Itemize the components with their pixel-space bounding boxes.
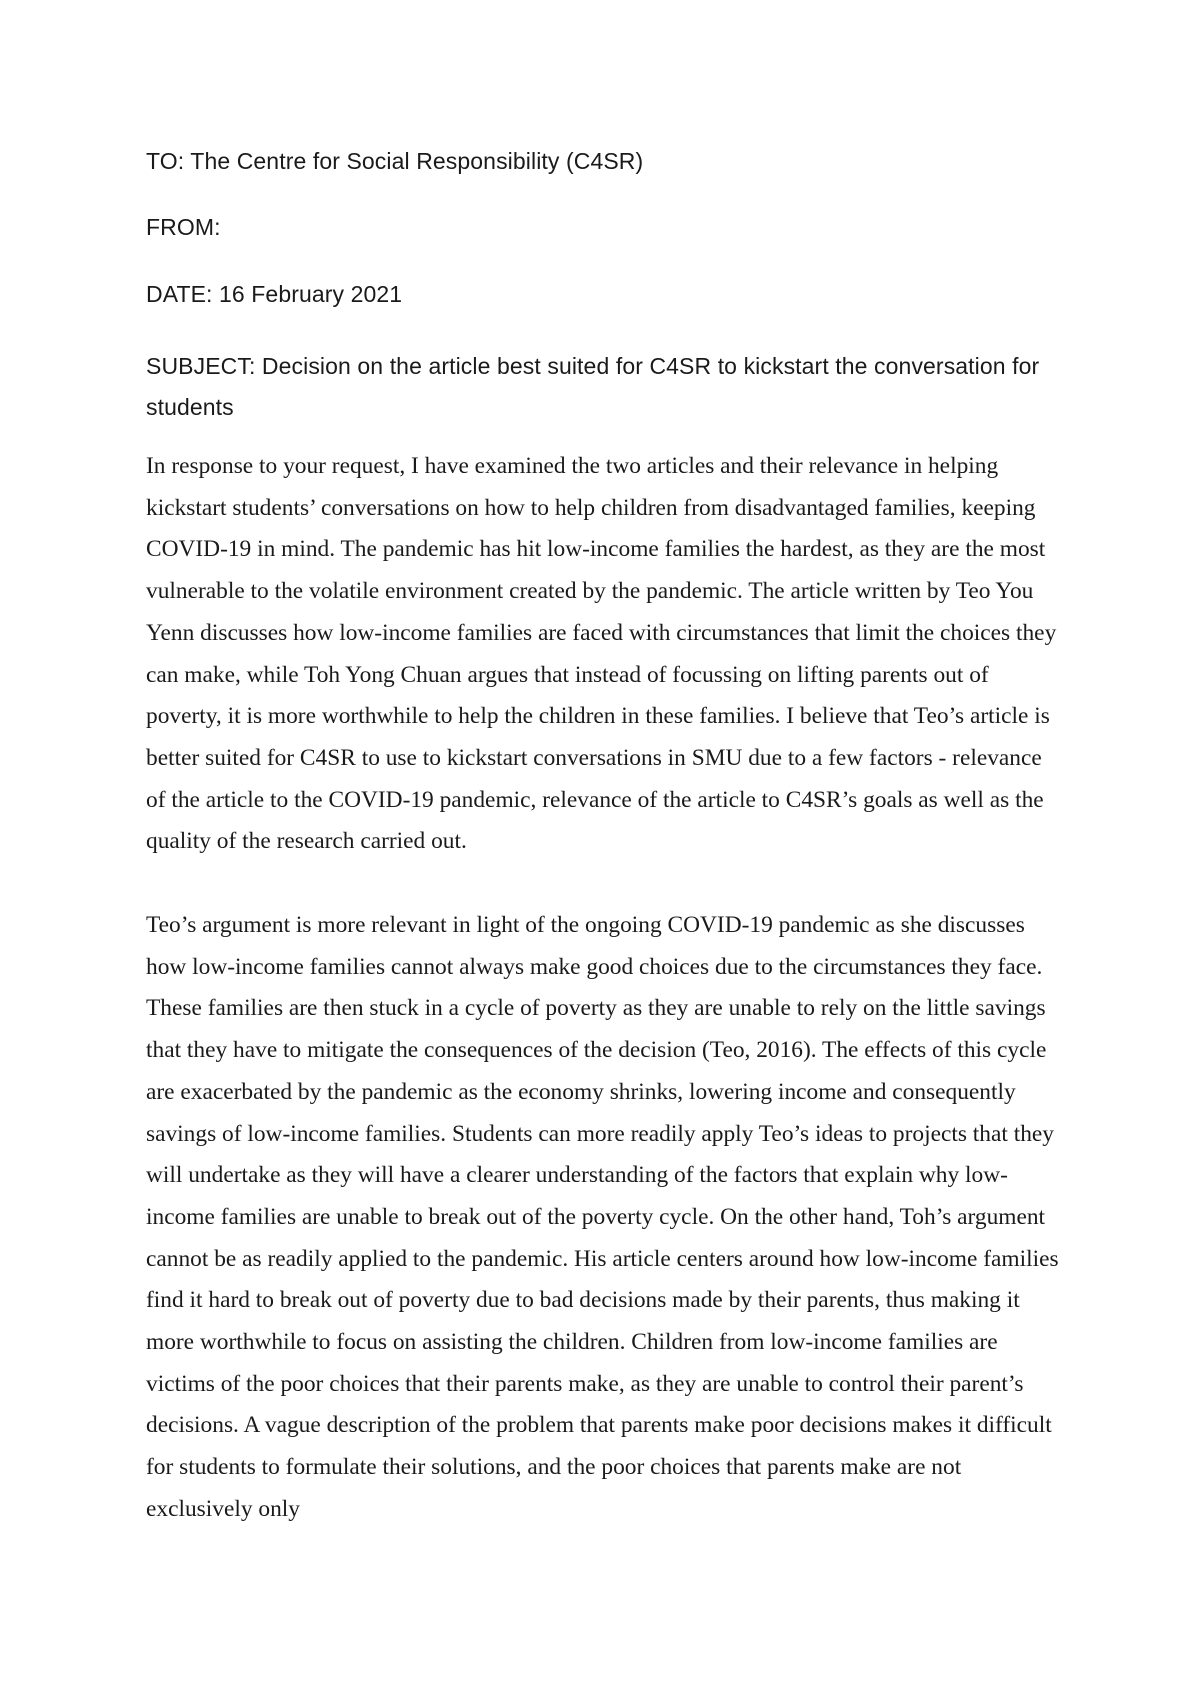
body-paragraph-2: Teo’s argument is more relevant in light of the ongoing COVID-19 pandemic as she discusses how low-income families cannot always make good choices due to the circumstances they face. These families are then stuck in a cycle of poverty as they are unable to rely on the little savings that they have to mitigate the consequences of the decision (Teo, 2016). The effects of this cycle are exacerbated by the pandemic as the economy shrinks, lowering income and consequently savings of low-income families. Students can more readily apply Teo’s ideas to projects that they will undertake as they will have a clearer understanding of the factors that explain why low-income families are unable to break out of the poverty cycle. On the other hand, Toh’s argument cannot be as readily applied to the pandemic. His article centers around how low-income families find it hard to break out of poverty due to bad decisions made by their parents, thus making it more worthwhile to focus on assisting the children. Children from low-income families are victims of the poor choices that their parents make, as they are unable to control their parent’s decisions. A vague description of the problem that parents make poor decisions makes it difficult for students to formulate their solutions, and the poor choices that parents make are not exclusively only — [146, 912, 1059, 1522]
memo-from-line: FROM: — [146, 214, 221, 240]
memo-subject-line: SUBJECT: Decision on the article best suited for C4SR to kickstart the conversation for students — [146, 353, 1040, 420]
memo-date-line: DATE: 16 February 2021 — [146, 281, 403, 307]
body-paragraph-1: In response to your request, I have examined the two articles and their relevance in helping kickstart students’ conversations on how to help children from disadvantaged families, keeping COVID-19 in mind. The pandemic has hit low-income families the hardest, as they are the most vulnerable to the volatile environment created by the pandemic. The article written by Teo You Yenn discusses how low-income families are faced with circumstances that limit the choices they can make, while Toh Yong Chuan argues that instead of focussing on lifting parents out of poverty, it is more worthwhile to help the children in these families. I believe that Teo’s article is better suited for C4SR to use to kickstart conversations in SMU due to a few factors - relevance of the article to the COVID-19 pandemic, relevance of the article to C4SR’s goals as well as the quality of the research carried out. — [146, 453, 1057, 855]
memo-to-line: TO: The Centre for Social Responsibility (C4SR) — [146, 148, 644, 174]
